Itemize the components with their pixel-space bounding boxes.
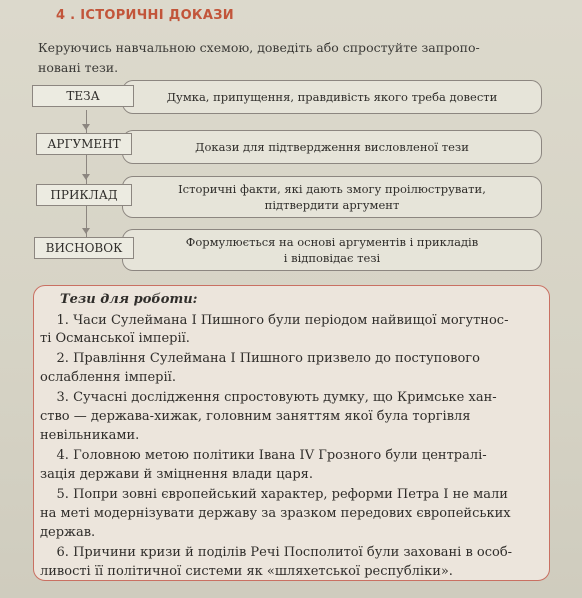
scheme-desc-line: Думка, припущення, правдивість якого треба довести: [166, 90, 498, 104]
thesis-line: ослаблення імперії.: [40, 370, 176, 385]
arrow-down-icon: [82, 228, 90, 234]
theses-title: Тези для роботи:: [60, 292, 198, 307]
scheme-desc-line: і відповідає тезі: [283, 251, 381, 265]
scheme-desc-line: Формулюється на основі аргументів і прикладів: [185, 235, 479, 249]
scheme-label-conclusion: ВИСНОВОК: [34, 237, 134, 259]
scheme-desc-argument: [122, 130, 542, 164]
thesis-line: 4. Головною метою політики Івана IV Грозного були централі-: [40, 448, 487, 463]
thesis-line: 6. Причини кризи й поділів Речі Посполитої були заховані в особ-: [40, 545, 513, 560]
scheme-desc-conclusion: [122, 229, 542, 271]
scheme-desc-thesis: [122, 80, 542, 114]
scheme-desc-line: Докази для підтвердження висловленої тези: [195, 140, 469, 154]
scheme-label-example: ПРИКЛАД: [36, 184, 132, 206]
thesis-line: держав.: [40, 525, 96, 540]
section-title: 4 . ІСТОРИЧНІ ДОКАЗИ: [56, 8, 234, 23]
scheme-label-argument: АРГУМЕНТ: [36, 133, 132, 155]
thesis-line: 5. Попри зовні європейський характер, реформи Петра I не мали: [40, 487, 508, 502]
thesis-line: ті Османської імперії.: [40, 331, 190, 346]
intro-line: Керуючись навчальною схемою, доведіть або спростуйте запропо-: [38, 40, 480, 55]
scheme-desc-example: [122, 176, 542, 218]
thesis-line: ливості її політичної системи як «шляхетської республіки».: [40, 564, 453, 579]
arrow-down-icon: [82, 174, 90, 180]
intro-line: новані тези.: [38, 60, 119, 75]
thesis-line: невільниками.: [40, 428, 140, 443]
thesis-line: 1. Часи Сулеймана I Пишного були періодом найвищої могутнос-: [40, 313, 509, 328]
scheme-label-thesis: ТЕЗА: [32, 85, 134, 107]
thesis-line: 2. Правління Сулеймана I Пишного призвело до поступового: [40, 351, 480, 366]
arrow-down-icon: [82, 124, 90, 130]
thesis-line: 3. Сучасні дослідження спростовують думку, що Кримське хан-: [40, 390, 497, 405]
thesis-line: зація держави й зміцнення влади царя.: [40, 467, 313, 482]
thesis-line: ство — держава-хижак, головним заняттям якої була торгівля: [40, 409, 471, 424]
thesis-line: на меті модернізувати державу за зразком передових європейських: [40, 506, 511, 521]
scheme-desc-line: підтвердити аргумент: [264, 198, 400, 212]
scheme-desc-line: Історичні факти, які дають змогу проілюструвати,: [178, 182, 486, 196]
